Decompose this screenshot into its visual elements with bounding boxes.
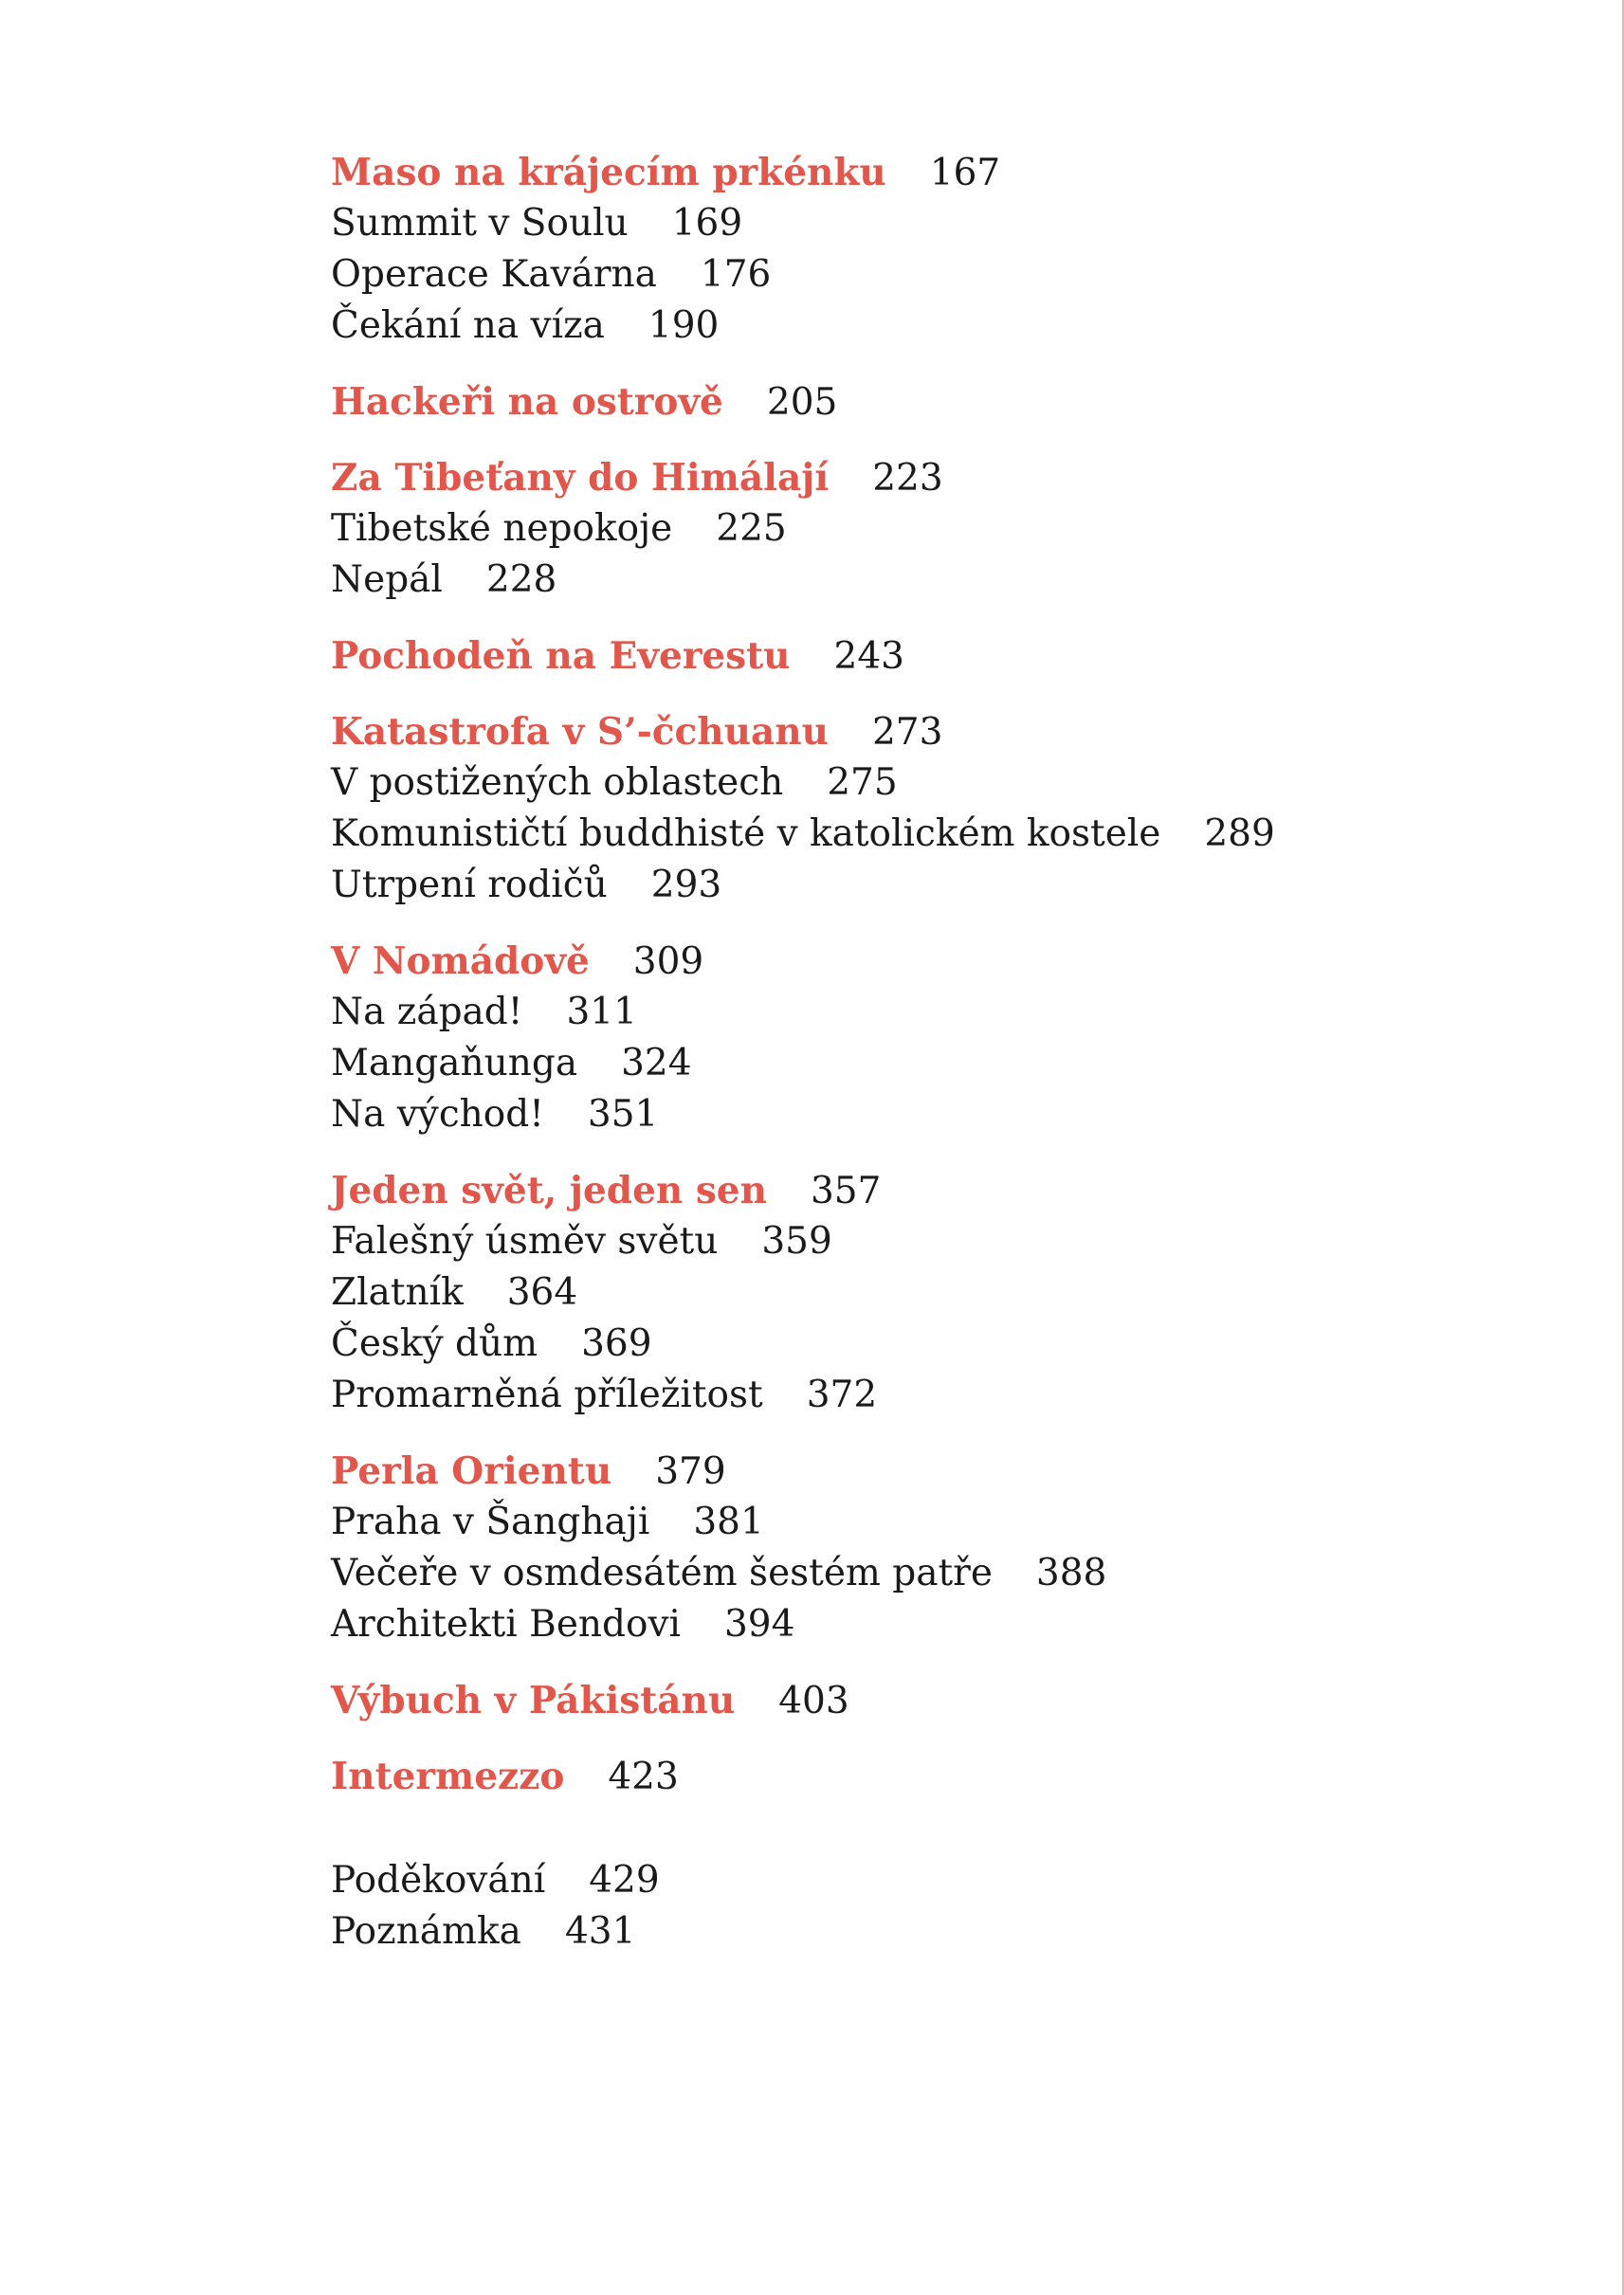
toc-section [331,936,1516,1140]
entry-title: Zlatník [331,1271,464,1314]
entry-page-number: 394 [723,1603,795,1646]
entry-title: Praha v Šanghaji [331,1501,650,1543]
chapter-title: Intermezzo [331,1755,565,1798]
entry-title: Mangaňunga [331,1042,578,1084]
toc-chapter-heading [331,452,1516,503]
table-of-contents [331,147,1516,1982]
entry-page-number: 369 [581,1322,652,1365]
entry-title: Na západ! [331,991,523,1033]
entry-page-number: 311 [566,991,637,1033]
chapter-title: V Nomádově [331,939,590,983]
toc-chapter-heading [331,1446,1516,1497]
entry-page-number: 190 [648,304,720,347]
toc-section [331,376,1516,428]
chapter-page-number: 403 [778,1680,849,1722]
toc-entry-acknowledgements [331,1855,1516,1906]
toc-entry-note [331,1906,1516,1958]
entry-page-number: 275 [827,761,898,804]
chapter-page-number: 205 [766,381,838,424]
chapter-page-number: 357 [810,1170,882,1212]
entry-title: Summit v Soulu [331,202,629,245]
toc-section [331,1165,1516,1421]
entry-title: Operace Kavárna [331,253,657,296]
entry-page-number: 351 [587,1093,659,1136]
chapter-title: Výbuch v Pákistánu [331,1679,736,1722]
toc-entry [331,301,1516,352]
toc-chapter-heading [331,706,1516,757]
chapter-title: Hackeři na ostrově [331,380,723,424]
toc-entry [331,860,1516,911]
chapter-title: Jeden svět, jeden sen [331,1169,767,1212]
entry-page-number: 429 [589,1859,660,1902]
toc-entry [331,555,1516,606]
toc-section [331,1446,1516,1650]
entry-title: Poděkování [331,1859,546,1902]
toc-chapter-heading [331,630,1516,682]
entry-page-number: 293 [650,864,722,906]
toc-chapter-heading [331,936,1516,987]
toc-section [331,630,1516,682]
entry-title: Utrpení rodičů [331,864,608,906]
entry-page-number: 228 [485,558,557,601]
chapter-page-number: 243 [833,635,904,678]
toc-chapter-heading [331,1165,1516,1216]
entry-page-number: 359 [761,1220,832,1263]
chapter-title: Za Tibeťany do Himálají [331,456,830,500]
entry-title: Nepál [331,558,443,601]
entry-title: Český dům [331,1322,538,1365]
toc-chapter-heading [331,1751,1516,1802]
entry-title: Poznámka [331,1910,521,1953]
toc-entry [331,1497,1516,1548]
toc-entry [331,198,1516,249]
chapter-title: Perla Orientu [331,1449,612,1493]
entry-page-number: 364 [506,1271,578,1314]
entry-page-number: 289 [1204,812,1275,855]
entry-title: Architekti Bendovi [331,1603,681,1646]
toc-entry [331,1548,1516,1599]
toc-entry [331,1319,1516,1370]
toc-section [331,452,1516,606]
toc-entry [331,1038,1516,1089]
entry-title: Tibetské nepokoje [331,507,673,550]
toc-back-matter [331,1855,1516,1958]
toc-entry [331,1216,1516,1267]
toc-chapter-heading [331,1675,1516,1726]
entry-page-number: 324 [621,1042,692,1084]
toc-entry [331,809,1516,860]
chapter-page-number: 379 [655,1450,726,1493]
toc-entry [331,987,1516,1038]
entry-title: Večeře v osmdesátém šestém patře [331,1552,993,1594]
entry-title: Promarněná příležitost [331,1374,763,1416]
entry-title: Na východ! [331,1093,544,1136]
entry-title: Falešný úsměv světu [331,1220,719,1263]
toc-entry [331,757,1516,809]
toc-section [331,1751,1516,1802]
entry-page-number: 372 [806,1374,878,1416]
chapter-page-number: 273 [871,711,943,754]
chapter-page-number: 167 [929,152,1001,194]
toc-section [331,1675,1516,1726]
entry-page-number: 225 [716,507,787,550]
toc-chapter-heading [331,147,1516,198]
entry-page-number: 169 [671,202,743,245]
chapter-page-number: 423 [608,1756,679,1798]
entry-title: V postižených oblastech [331,761,784,804]
entry-page-number: 176 [700,253,772,296]
chapter-title: Katastrofa v S’-čchuanu [331,710,829,754]
chapter-page-number: 309 [632,940,704,983]
toc-entry [331,249,1516,301]
toc-section [331,147,1516,352]
entry-title: Čekání na víza [331,304,605,347]
chapter-page-number: 223 [872,457,943,500]
entry-title: Komunističtí buddhisté v katolickém kostele [331,812,1161,855]
toc-chapter-heading [331,376,1516,428]
chapter-title: Maso na krájecím prkénku [331,151,886,194]
toc-section [331,706,1516,911]
entry-page-number: 431 [564,1910,636,1953]
entry-page-number: 381 [693,1501,764,1543]
entry-page-number: 388 [1035,1552,1107,1594]
toc-entry [331,1599,1516,1650]
toc-entry [331,1089,1516,1140]
toc-entry [331,1370,1516,1421]
toc-entry [331,1267,1516,1319]
chapter-title: Pochodeň na Everestu [331,634,791,678]
toc-entry [331,503,1516,555]
